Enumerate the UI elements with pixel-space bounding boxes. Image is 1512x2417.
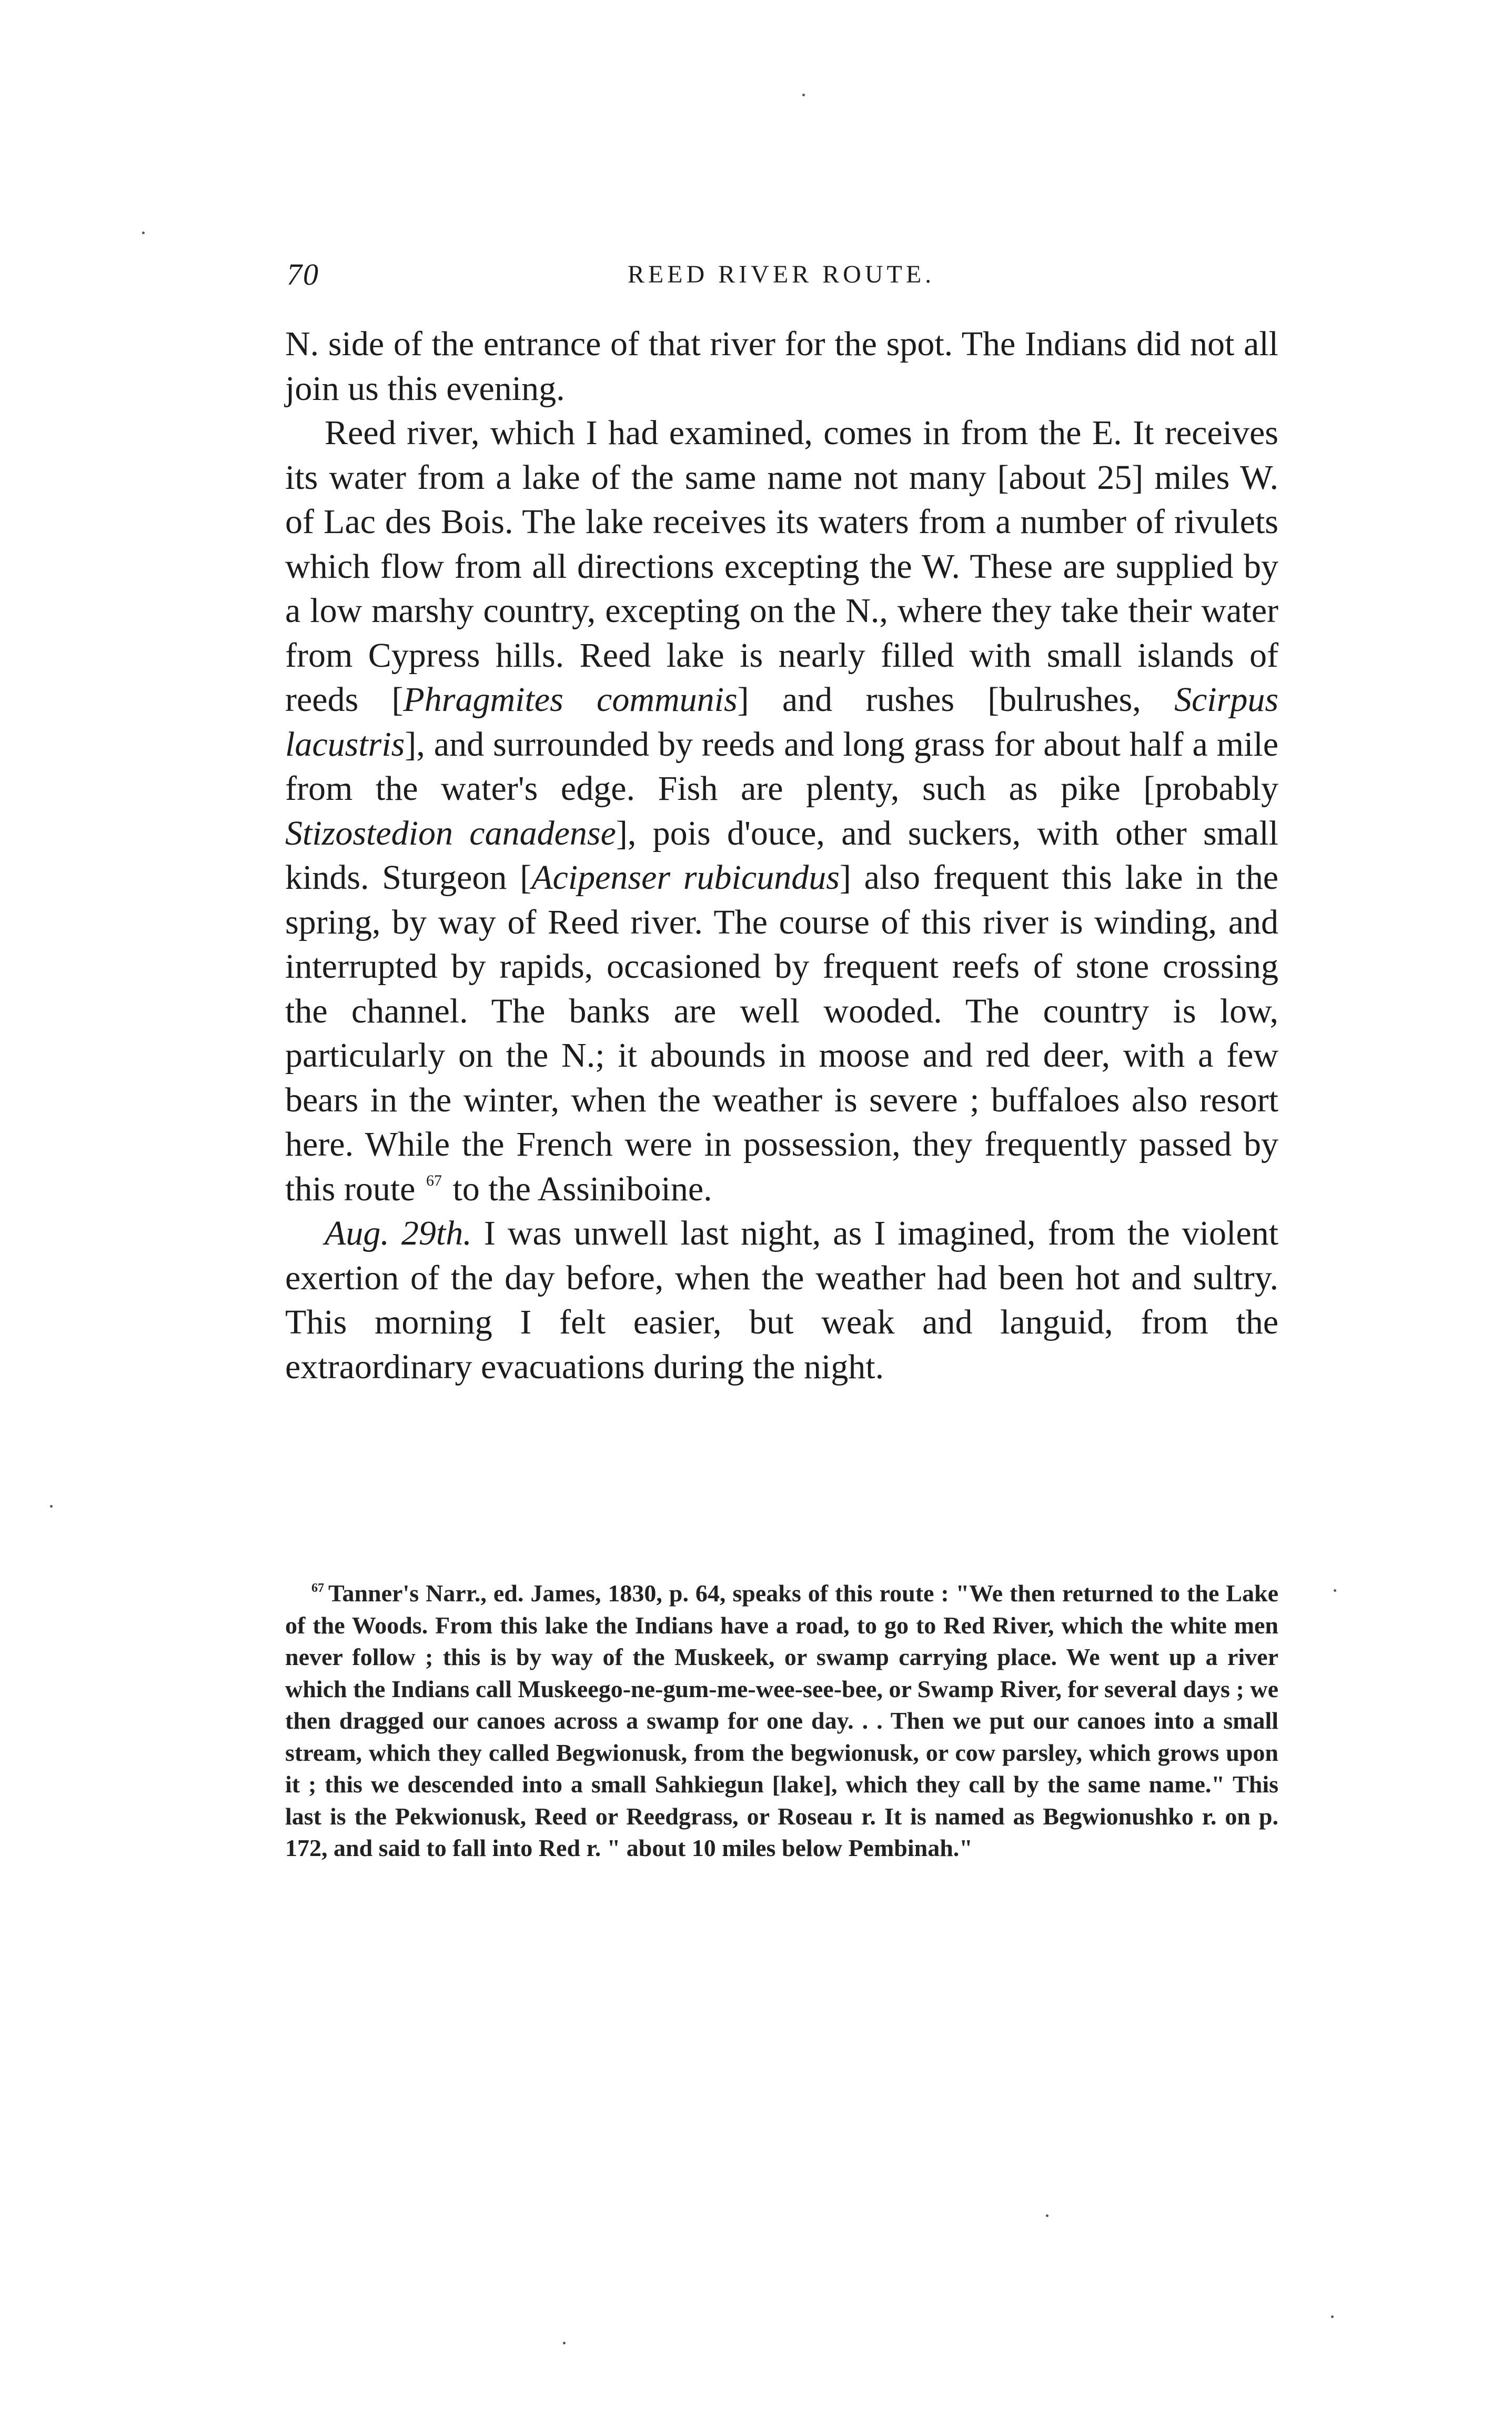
species-name: Acipenser rubicundus bbox=[531, 858, 840, 897]
paper-speck bbox=[1046, 2214, 1049, 2217]
footnote-paragraph bbox=[285, 1578, 1278, 1864]
species-name: Stizostedion canadense bbox=[285, 814, 616, 853]
entry-date: Aug. 29th. bbox=[325, 1214, 472, 1252]
text-run: Reed river, which I had examined, comes in from the E. It receives its water from a lake of the same name not many [about 25] miles W. of Lac des Bois. The lake receives its waters from a number of rivulets which flow from all directions excepting the W. These are supplied by a low marshy country, excepting on the N., where they take their water from Cypress hills. Reed lake is nearly filled with small islands of reeds [ bbox=[285, 414, 1278, 719]
text-run: ] also frequent this lake in the spring, by way of Reed river. The course of this river is winding, and interrupted by rapids, occasioned by frequent reefs of stone crossing the channel. The banks are well wooded. The country is low, particularly on the N.; it abounds in moose and red deer, with a few bears in the winter, when the weather is severe ; buffaloes also resort here. While the French were in possession, they frequently passed by this route bbox=[285, 858, 1278, 1208]
footnote-text: Tanner's Narr., ed. James, 1830, p. 64, speaks of this route : "We then returned to the Lake of the Woods. From this lake the Indians have a road, to go to Red River, which the white men never follow ; this is by way of the Muskeek, or swamp carrying place. We went up a river which the Indians call Muskeego-ne-gum-me-wee-see-bee, or Swamp River, for several days ; we then dragged our canoes across a swamp for one day. . . Then we put our canoes into a small stream, which they called Begwionusk, from the begwionusk, or cow parsley, which grows upon it ; this we descended into a small Sahkiegun [lake], which they call by the same name." This last is the Pekwionusk, Reed or Reedgrass, or Roseau r. It is named as Begwionushko r. on p. 172, and said to fall into Red r. " about 10 miles below Pembinah." bbox=[285, 1580, 1278, 1861]
text-run: I was unwell last night, as I imagined, from the violent exertion of the day before, when the weather had been hot and sultry. This morning I felt easier, but weak and languid, from the extraordinary evacuations during the night. bbox=[285, 1214, 1278, 1386]
text-run: ] and rushes [bulrushes, bbox=[737, 680, 1174, 719]
footnote bbox=[285, 1578, 1278, 1864]
text-run: to the Assiniboine. bbox=[452, 1169, 712, 1208]
body-text bbox=[285, 322, 1278, 1389]
footnote-mark: 67 bbox=[311, 1581, 324, 1595]
paper-speck bbox=[142, 232, 145, 234]
page-header bbox=[287, 257, 1276, 299]
running-head: REED RIVER ROUTE. bbox=[627, 260, 935, 288]
paper-speck bbox=[563, 2342, 566, 2344]
page-number: 70 bbox=[287, 257, 319, 292]
paper-speck bbox=[1331, 2315, 1334, 2318]
paper-speck bbox=[802, 94, 805, 96]
paper-speck bbox=[50, 1505, 53, 1508]
species-name: Scirpus lacustris bbox=[285, 680, 1278, 764]
text-run: ], and surrounded by reeds and long grass for about half a mile from the water's edge. Fish are plenty, such as pike [probably bbox=[285, 725, 1278, 808]
paragraph-aug-29 bbox=[285, 1211, 1278, 1389]
species-name: Phragmites communis bbox=[403, 680, 738, 719]
footnote-reference: 67 bbox=[426, 1171, 442, 1189]
text-run: ], pois d'ouce, and suckers, with other small kinds. Sturgeon [ bbox=[285, 814, 1279, 897]
paper-speck bbox=[1334, 1589, 1336, 1592]
paragraph-continuation: N. side of the entrance of that river for the spot. The Indians did not all join us this evening. bbox=[285, 325, 1278, 408]
paragraph-reed-river bbox=[285, 411, 1278, 1211]
